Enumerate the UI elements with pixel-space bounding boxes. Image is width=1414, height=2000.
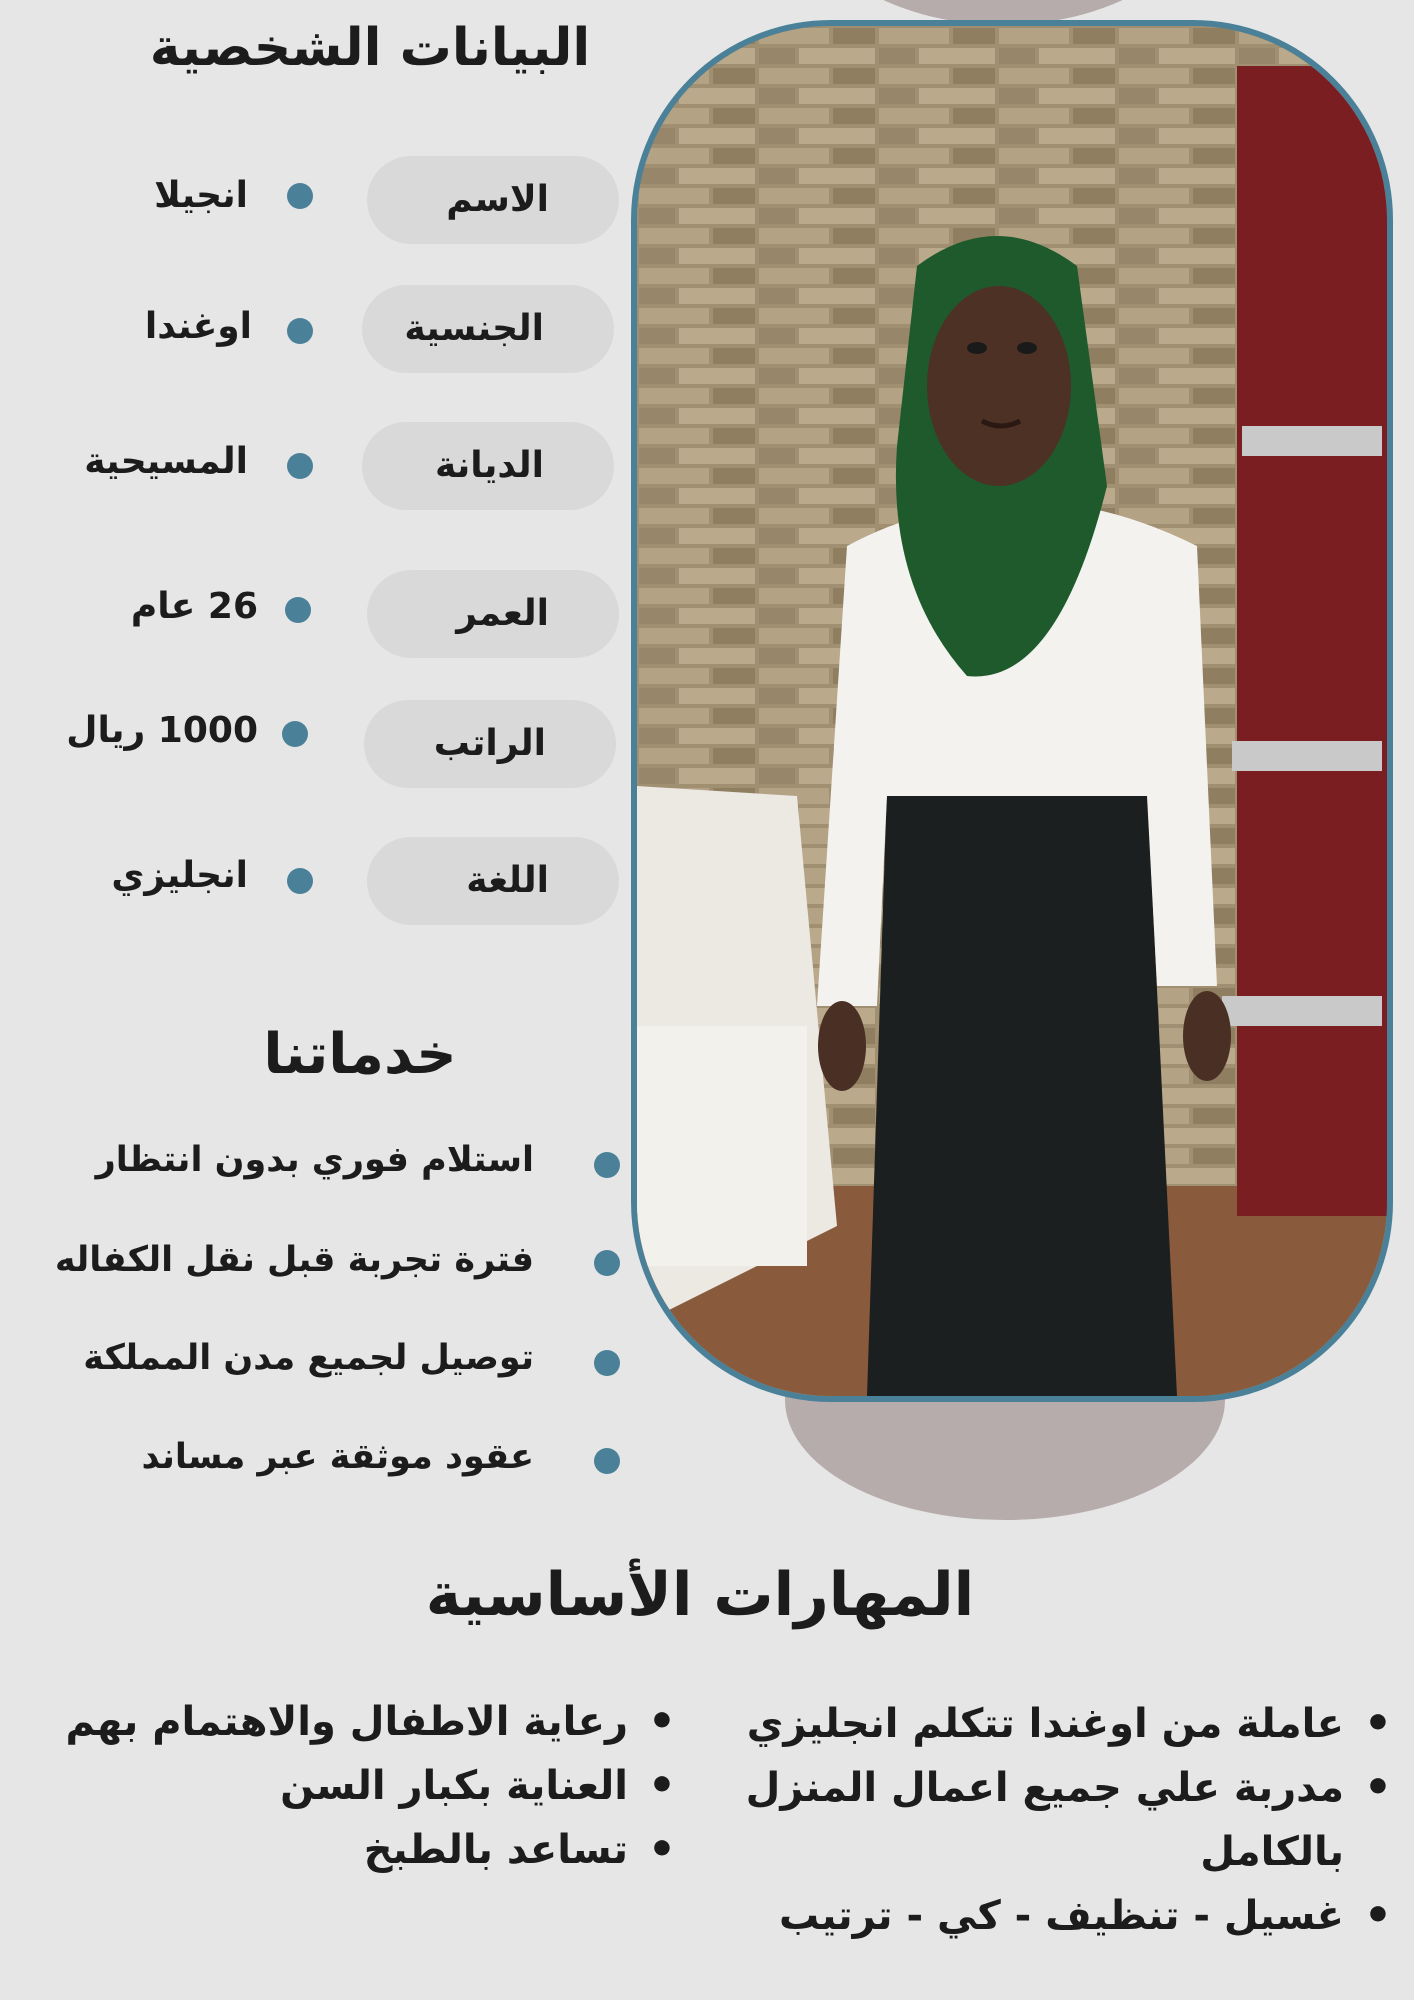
label-religion-pill: الديانة xyxy=(362,422,614,510)
skill-item: • غسيل - تنظيف - كي - ترتيب xyxy=(712,1884,1392,1948)
skills-list-left xyxy=(36,1690,676,1882)
bullet-dot xyxy=(287,318,313,344)
service-item: عقود موثقة عبر مساند xyxy=(141,1437,534,1477)
bullet-dot xyxy=(282,721,308,747)
service-item: توصيل لجميع مدن المملكة xyxy=(83,1338,534,1378)
bullet-dot xyxy=(594,1250,620,1276)
value-age: 26 عام xyxy=(130,586,258,627)
services-title: خدماتنا xyxy=(263,1022,457,1087)
label-age-pill: العمر xyxy=(367,570,619,658)
skills-title: المهارات الأساسية xyxy=(425,1560,975,1630)
skills-list-right xyxy=(712,1692,1392,1948)
service-item: فترة تجربة قبل نقل الكفاله xyxy=(54,1240,534,1280)
label-nationality-pill: الجنسية xyxy=(362,285,614,373)
personal-info-title: البيانات الشخصية xyxy=(149,18,591,78)
value-language: انجليزي xyxy=(111,855,248,896)
label-language-pill: اللغة xyxy=(367,837,619,925)
bullet-dot xyxy=(285,597,311,623)
bullet-dot xyxy=(594,1152,620,1178)
value-salary: 1000 ريال xyxy=(66,710,258,751)
worker-photo xyxy=(631,20,1393,1402)
skill-item: • رعاية الاطفال والاهتمام بهم xyxy=(36,1690,676,1754)
label-name-pill: الاسم xyxy=(367,156,619,244)
skill-item: • تساعد بالطبخ xyxy=(36,1818,676,1882)
bullet-dot xyxy=(287,868,313,894)
skill-item: • عاملة من اوغندا تتكلم انجليزي xyxy=(712,1692,1392,1756)
bullet-dot xyxy=(594,1350,620,1376)
skill-item: • مدربة علي جميع اعمال المنزل بالكامل xyxy=(712,1756,1392,1884)
label-salary-pill: الراتب xyxy=(364,700,616,788)
value-religion: المسيحية xyxy=(84,441,248,482)
value-nationality: اوغندا xyxy=(144,306,252,347)
bullet-dot xyxy=(287,453,313,479)
bullet-dot xyxy=(594,1448,620,1474)
service-item: استلام فوري بدون انتظار xyxy=(95,1140,534,1180)
skill-item: • العناية بكبار السن xyxy=(36,1754,676,1818)
bullet-dot xyxy=(287,183,313,209)
value-name: انجيلا xyxy=(154,175,248,216)
